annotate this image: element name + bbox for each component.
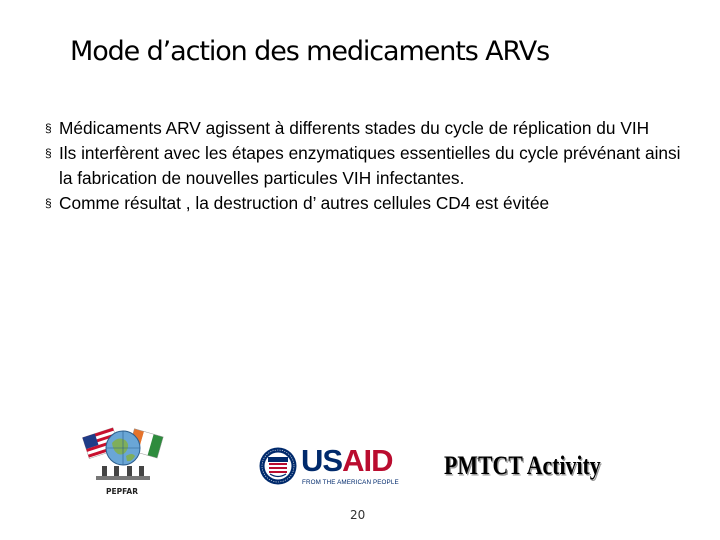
bullet-text: Médicaments ARV agissent à differents stades du cycle de réplication du VIH — [59, 118, 650, 138]
usaid-seal-icon — [258, 443, 298, 489]
page-number: 20 — [350, 508, 366, 522]
bullet-marker: § — [45, 121, 52, 135]
bullet-marker: § — [45, 196, 52, 210]
slide-title: Mode d’action des medicaments ARVs — [70, 36, 550, 67]
bullet-list — [44, 116, 694, 216]
usaid-tagline: FROM THE AMERICAN PEOPLE — [302, 479, 399, 486]
usaid-us: US — [301, 443, 343, 478]
pepfar-emblem — [80, 418, 164, 484]
pmtct-activity-logo: PMTCT Activity — [444, 451, 601, 480]
bullet-item — [44, 116, 694, 141]
usaid-aid: AID — [342, 443, 393, 478]
bullet-item — [44, 141, 694, 191]
bullet-text: Comme résultat , la destruction d’ autres cellules CD4 est évitée — [59, 193, 550, 213]
bullet-item — [44, 191, 694, 216]
usaid-wordmark — [301, 445, 392, 477]
pepfar-label: PEPFAR — [106, 487, 138, 496]
pepfar-logo — [80, 418, 164, 496]
bullet-text: Ils interfèrent avec les étapes enzymatiques essentielles du cycle prévénant ainsi la fabrication de nouvelles particules VIH infectantes. — [59, 143, 681, 188]
bullet-marker: § — [45, 146, 52, 160]
usaid-logo — [258, 443, 399, 489]
